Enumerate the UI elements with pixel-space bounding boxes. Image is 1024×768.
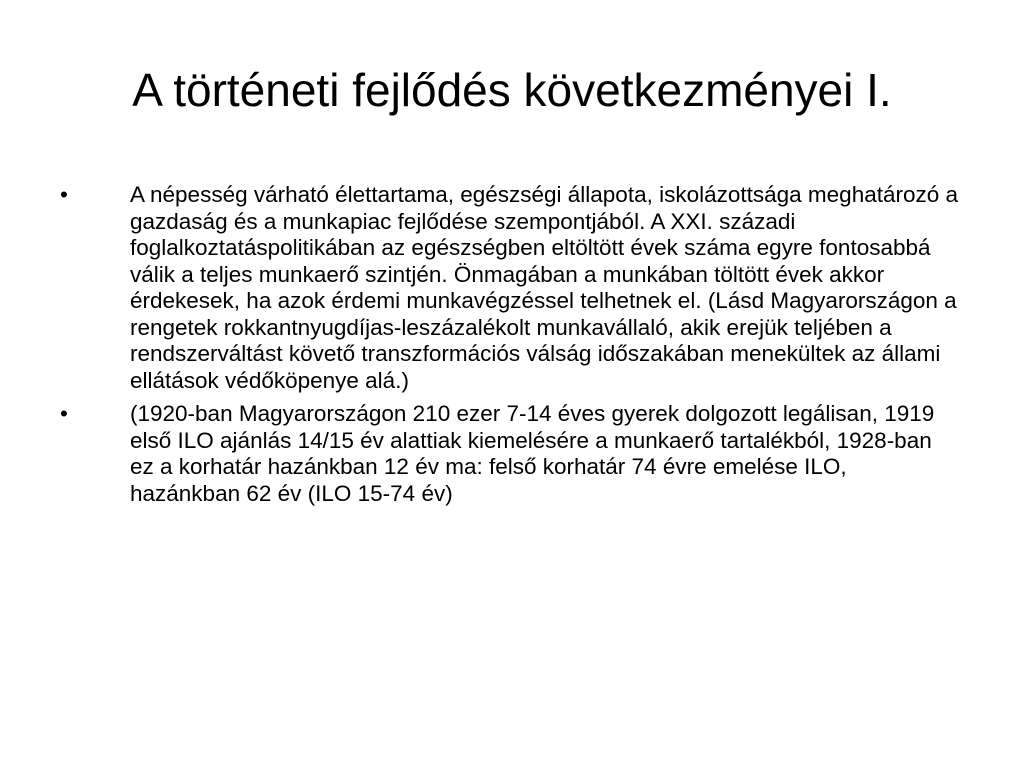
bullet-list [60,182,960,514]
bullet-marker: • [60,401,68,426]
bullet-item-2 [60,401,960,507]
bullet-marker: • [60,182,68,207]
bullet-text-2: (1920-ban Magyarországon 210 ezer 7-14 éves gyerek dolgozott legálisan, 1919 első ILO ajánlás 14/15 év alattiak kiemelésére a munkaerő tartalékból, 1928-ban ez a korhatár hazánkban 12 év ma: felső korhatár 74 évre emelése ILO, hazánkban 62 év (ILO 15-74 év) [130,401,935,506]
slide-title: A történeti fejlődés következményei I. [132,64,892,116]
bullet-item-1 [60,182,960,394]
bullet-text-1: A népesség várható élettartama, egészségi állapota, iskolázottsága meghatározó a gazdaság és a munkapiac fejlődése szempontjából. A XXI. századi foglalkoztatáspolitikában az egészségben eltöltött évek száma egyre fontosabbá válik a teljes munkaerő szintjén. Önmagában a munkában töltött évek akkor érdekesek, ha azok érdemi munkavégzéssel telhetnek el. (Lásd Magyarországon a rengetek rokkantnyugdíjas-leszázalékolt munkavállaló, akik erejük teljében a rendszerváltást követő transzformációs válság időszakában menekültek az állami ellátások védőköpenye alá.) [130,182,959,393]
